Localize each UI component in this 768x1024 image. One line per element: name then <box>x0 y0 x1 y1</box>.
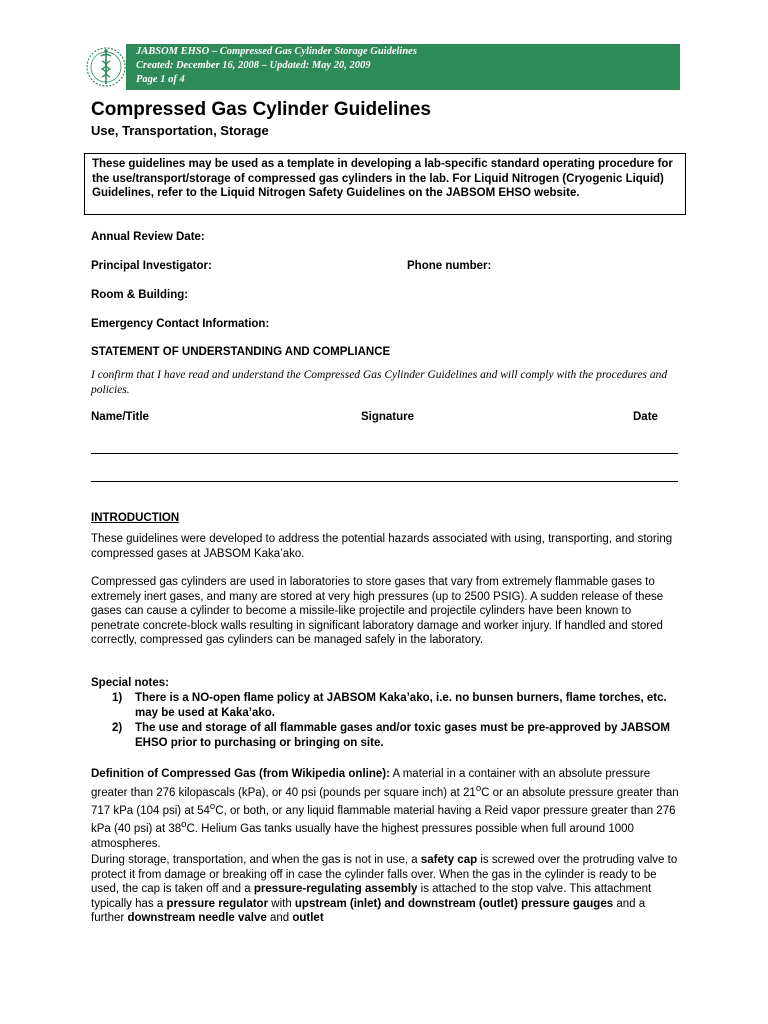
note-text: The use and storage of all flammable gases and/or toxic gases must be pre-approved by JABSOM EHSO prior to purchasing or bringing on site. <box>135 722 670 749</box>
statement-text: I confirm that I have read and understand the Compressed Gas Cylinder Guidelines and will comply with the procedures and policies. <box>91 369 668 396</box>
definition-paragraph <box>91 767 681 851</box>
storage-bold-term: downstream needle valve <box>127 912 267 925</box>
definition-text: C or an absolute pressure greater than 717 kPa (104 psi) at 54 <box>91 786 679 817</box>
degree-sign: o <box>181 819 187 831</box>
definition-text: A material in a container with an absolute pressure greater than 276 kilopascals (kPa), or 40 psi (pounds per square inch) at 21 <box>91 768 651 799</box>
introduction-heading: INTRODUCTION <box>91 512 180 524</box>
notice-text: These guidelines may be used as a template in developing a lab-specific standard operating procedure for the use/transport/storage of compressed gas cylinders in the lab. For Liquid Nitrogen (Cryogenic Liquid) Guidelines, refer to the Liquid Nitrogen Safety Guidelines on the JABSOM EHSO website. <box>92 158 673 199</box>
signature-line-1 <box>91 453 678 454</box>
definition-text: C, or both, or any liquid flammable material having a Reid vapor pressure greater than 276 kPa (40 psi) at 38 <box>91 804 676 836</box>
storage-bold-term: safety cap <box>420 854 478 866</box>
signature-line-2 <box>91 481 678 482</box>
storage-text: is attached to the stop valve. This attachment typically has a <box>91 883 652 910</box>
signature-column-label: Signature <box>361 411 415 423</box>
storage-text: is screwed over the protruding valve to protect it from damage or breaking off in case the cylinder falls over. When the gas in the cylinder is ready to be used, the cap is taken off and a <box>91 854 678 896</box>
special-notes-label: Special notes: <box>91 677 169 689</box>
note-text: There is a NO-open flame policy at JABSOM Kaka’ako, i.e. no bunsen burners, flame torches, etc. may be used at Kaka’ako. <box>135 692 667 719</box>
header-page-number: Page 1 of 4 <box>136 74 185 85</box>
header-title: JABSOM EHSO – Compressed Gas Cylinder Storage Guidelines <box>136 46 417 57</box>
room-building-label: Room & Building: <box>91 289 189 301</box>
principal-investigator-label: Principal Investigator: <box>91 260 212 272</box>
storage-bold-term: outlet <box>292 912 324 925</box>
intro-paragraph-2: Compressed gas cylinders are used in laboratories to store gases that vary from extremely flammable gases to extremely inert gases, and many are stored at very high pressures (up to 2500 PSIG). A sudden release of these gases can cause a cylinder to become a missile-like projectile and projectile cylinders have been known to penetrate concrete-block walls resulting in significant laboratory damage and worker injury. If handled and stored correctly, compressed gas cylinders can be managed safely in the laboratory. <box>91 576 664 647</box>
degree-sign: o <box>475 782 482 794</box>
intro-paragraph-1: These guidelines were developed to address the potential hazards associated with using, transporting, and storing compressed gases at JABSOM Kaka’ako. <box>91 533 673 560</box>
name-title-column-label: Name/Title <box>91 411 149 423</box>
storage-text: with <box>268 897 295 910</box>
storage-paragraph <box>91 853 681 926</box>
note-number: 2) <box>112 722 123 734</box>
special-note-1 <box>112 691 682 720</box>
caduceus-logo-icon <box>85 41 127 93</box>
storage-text: and <box>266 912 293 925</box>
template-notice-box <box>84 153 686 215</box>
degree-sign: o <box>209 801 216 813</box>
document-header-bar <box>126 44 680 90</box>
storage-bold-term: pressure regulator <box>166 897 269 910</box>
special-note-2 <box>112 721 682 750</box>
definition-text: C. Helium Gas tanks usually have the highest pressures possible when full around 1000 atmospheres. <box>91 823 634 850</box>
storage-text: and a further <box>91 897 646 925</box>
storage-bold-term: pressure-regulating assembly <box>253 883 418 896</box>
statement-heading: STATEMENT OF UNDERSTANDING AND COMPLIANCE <box>91 346 391 358</box>
phone-number-label: Phone number: <box>407 260 492 272</box>
storage-bold-term: upstream (inlet) and downstream (outlet) pressure gauges <box>294 897 614 910</box>
definition-label: Definition of Compressed Gas (from Wikipedia online): <box>91 768 390 780</box>
date-column-label: Date <box>633 411 658 423</box>
page-title: Compressed Gas Cylinder Guidelines <box>91 99 431 120</box>
header-dates: Created: December 16, 2008 – Updated: May 20, 2009 <box>136 60 371 71</box>
storage-text: During storage, transportation, and when the gas is not in use, a <box>91 854 421 866</box>
note-number: 1) <box>112 692 123 704</box>
emergency-contact-label: Emergency Contact Information: <box>91 318 270 330</box>
page-subtitle: Use, Transportation, Storage <box>91 123 269 138</box>
annual-review-label: Annual Review Date: <box>91 231 205 243</box>
